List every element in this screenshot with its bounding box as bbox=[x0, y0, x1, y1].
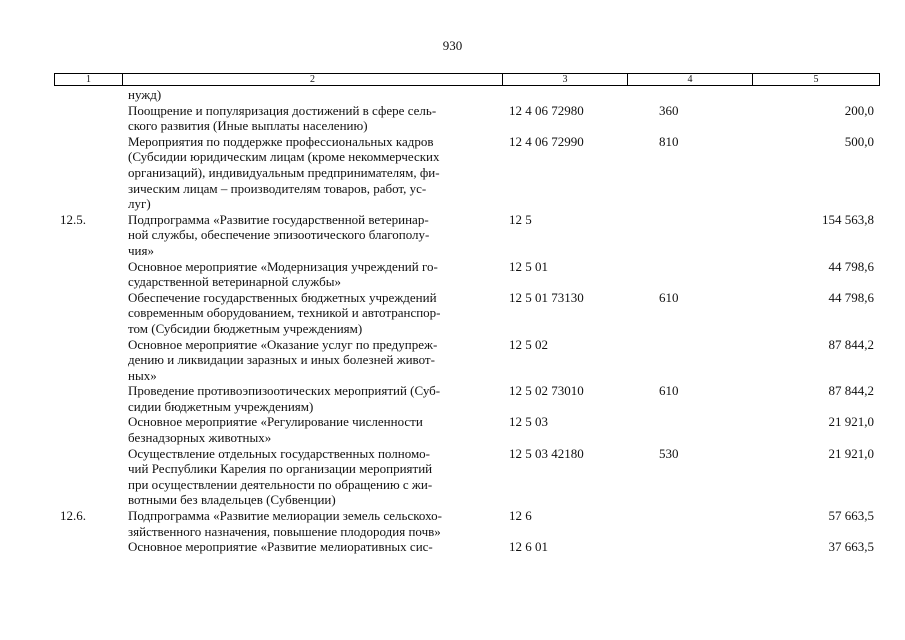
row-name: Подпрограмма «Развитие мелиорации земель сельскохо- зяйственного назначения, повышение плодородия почв» bbox=[128, 508, 442, 539]
row-sum: 21 921,0 bbox=[828, 414, 874, 430]
row-code: 12 5 02 bbox=[509, 336, 548, 352]
row-number: 12.6. bbox=[60, 508, 86, 524]
page-number: 930 bbox=[442, 38, 463, 53]
row-name: Поощрение и популяризация достижений в сфере сель- ского развития (Иные выплаты населению) bbox=[128, 102, 437, 134]
table-header bbox=[54, 73, 880, 86]
table-row bbox=[54, 337, 880, 384]
header-col-1: 1 bbox=[55, 74, 123, 85]
row-name: Осуществление отдельных государственных полномо- чий Республики Карелия по организации мероприятий при осуществлении деятельности по обращению с жи- вотными без владельцев (Субвенции) bbox=[128, 445, 433, 508]
row-code: 12 5 03 42180 bbox=[509, 445, 584, 461]
row-code: 12 4 06 72980 bbox=[509, 102, 584, 118]
table-row bbox=[54, 212, 880, 259]
row-sum: 44 798,6 bbox=[828, 258, 874, 274]
row-name: Подпрограмма «Развитие государственной ветеринар- ной службы, обеспечение эпизоотического благополу- чия» bbox=[128, 211, 430, 258]
row-name: Основное мероприятие «Развитие мелиоративных сис- bbox=[128, 539, 433, 555]
row-name: Проведение противоэпизоотических мероприятий (Суб- сидии бюджетным учреждениям) bbox=[128, 383, 441, 414]
row-sum: 44 798,6 bbox=[828, 289, 874, 305]
row-sum: 37 663,5 bbox=[828, 539, 874, 555]
header-col-5: 5 bbox=[813, 74, 819, 85]
table-row bbox=[54, 134, 880, 212]
row-expense-type: 610 bbox=[659, 289, 679, 305]
row-sum: 200,0 bbox=[844, 102, 874, 118]
row-code: 12 5 bbox=[509, 211, 532, 227]
row-name: Основное мероприятие «Модернизация учреждений го- сударственной ветеринарной службы» bbox=[128, 258, 438, 290]
row-code: 12 5 01 73130 bbox=[509, 289, 584, 305]
row-code: 12 6 01 bbox=[509, 539, 548, 555]
row-code: 12 5 02 73010 bbox=[509, 383, 584, 399]
table-row bbox=[54, 508, 880, 539]
header-col-4: 4 bbox=[628, 74, 753, 85]
row-name: Основное мероприятие «Регулирование численности безнадзорных животных» bbox=[128, 414, 423, 446]
row-name: Обеспечение государственных бюджетных учреждений современным оборудованием, техникой и автотранспор- том (Субсидии бюджетным учреждениям) bbox=[128, 289, 441, 336]
table-row bbox=[54, 103, 880, 134]
row-sum: 87 844,2 bbox=[828, 336, 874, 352]
row-expense-type: 610 bbox=[659, 383, 679, 399]
table-row bbox=[54, 259, 880, 290]
row-expense-type: 530 bbox=[659, 445, 679, 461]
table-row bbox=[54, 539, 880, 555]
row-name: Мероприятия по поддержке профессиональных кадров (Субсидии юридическим лицам (кроме некоммерческих организаций), индивидуальным предпринимателям, фи- зическим лицам – производителям товаров, работ, ус- луг) bbox=[128, 133, 440, 212]
table-row bbox=[54, 290, 880, 337]
row-code: 12 4 06 72990 bbox=[509, 133, 584, 149]
header-col-3: 3 bbox=[503, 74, 628, 85]
row-number: 12.5. bbox=[60, 211, 86, 227]
table-row bbox=[54, 446, 880, 508]
row-name: Основное мероприятие «Оказание услуг по предупреж- дению и ликвидации заразных и иных болезней живот- ных» bbox=[128, 336, 438, 383]
table-row bbox=[54, 383, 880, 414]
row-sum: 500,0 bbox=[844, 133, 874, 149]
row-name: нужд) bbox=[128, 87, 162, 102]
budget-table-body bbox=[54, 87, 880, 555]
row-code: 12 5 03 bbox=[509, 414, 548, 430]
row-expense-type: 360 bbox=[659, 102, 679, 118]
row-code: 12 5 01 bbox=[509, 258, 548, 274]
row-sum: 21 921,0 bbox=[828, 445, 874, 461]
row-expense-type: 810 bbox=[659, 133, 679, 149]
row-sum: 154 563,8 bbox=[822, 211, 874, 227]
table-row bbox=[54, 87, 880, 103]
table-row bbox=[54, 414, 880, 445]
row-sum: 87 844,2 bbox=[828, 383, 874, 399]
row-sum: 57 663,5 bbox=[828, 508, 874, 524]
row-code: 12 6 bbox=[509, 508, 532, 524]
header-col-2: 2 bbox=[123, 74, 503, 85]
